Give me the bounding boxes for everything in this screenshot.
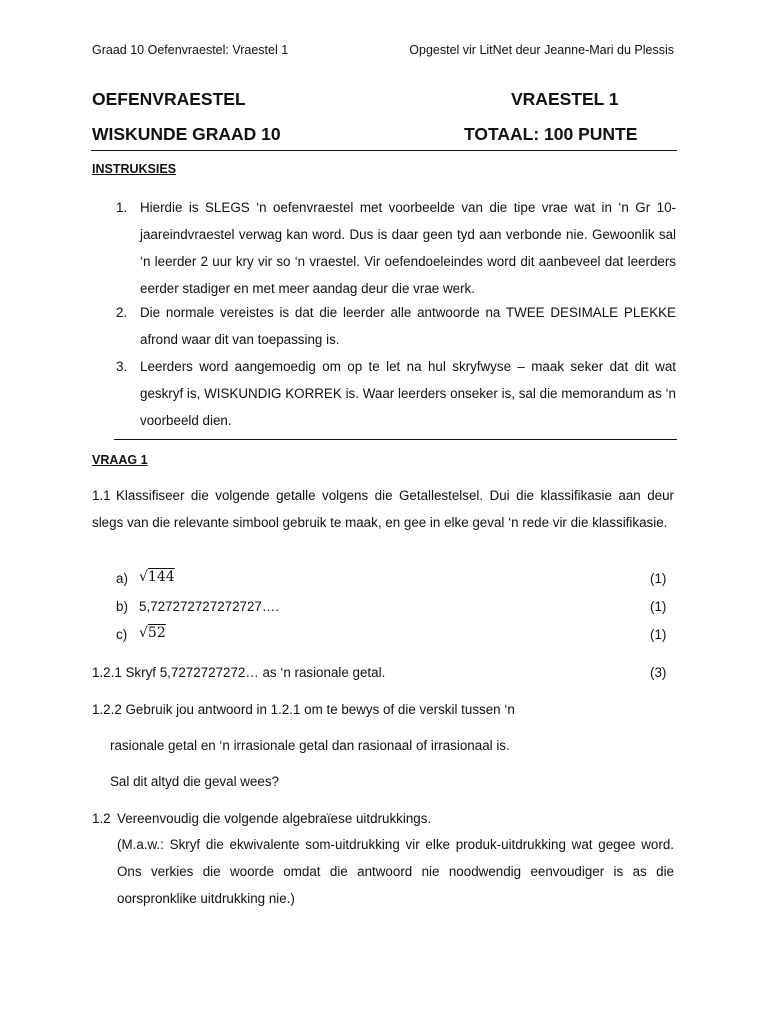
radicand: 144 bbox=[147, 569, 175, 585]
question-text: Klassifiseer die volgende getalle volgens die Getallestelsel. Dui die klassifikasie aan deur slegs van die relevante simbool gebruik te maak, en gee in elke geval ‘n rede vir die klassifikasie. bbox=[92, 488, 674, 530]
radical-sign: √ bbox=[139, 569, 148, 585]
total-marks-title: TOTAAL: 100 PUNTE bbox=[464, 124, 638, 144]
instruction-item bbox=[116, 299, 676, 353]
question-1-1-text bbox=[92, 482, 674, 536]
question-1-2-1-text: 1.2.1 Skryf 5,7272727272… as ‘n rasionale getal. bbox=[92, 665, 386, 680]
instruction-number: 1. bbox=[116, 200, 128, 215]
radical-sign: √ bbox=[139, 625, 148, 641]
running-header-left: Graad 10 Oefenvraestel: Vraestel 1 bbox=[92, 43, 289, 57]
instructions-divider bbox=[114, 439, 677, 440]
instruction-item bbox=[116, 194, 676, 302]
instruction-item bbox=[116, 353, 676, 434]
marks-allocation: (1) bbox=[650, 599, 667, 614]
part-label: b) bbox=[116, 599, 128, 614]
paper-number-title: VRAESTEL 1 bbox=[511, 89, 619, 109]
title-divider bbox=[91, 150, 677, 151]
instruction-text: Leerders word aangemoedig om op te let na hul skryfwyse – maak seker dat dit wat geskryf is, WISKUNDIG KORREK is. Waar leerders onseker is, sal die memorandum as ‘n voorbeeld dien. bbox=[140, 359, 676, 428]
instruction-text: Die normale vereistes is dat die leerder alle antwoorde na TWEE DESIMALE PLEKKE afrond waar dit van toepassing is. bbox=[140, 305, 676, 347]
instruction-number: 3. bbox=[116, 359, 128, 374]
question-1-2-2-line: rasionale getal en ‘n irrasionale getal dan rasionaal of irrasionaal is. bbox=[110, 738, 510, 753]
question-number: 1.2 bbox=[92, 811, 111, 826]
part-label: a) bbox=[116, 571, 128, 586]
square-root-expression bbox=[139, 569, 175, 585]
question-number: 1.1 bbox=[92, 488, 111, 503]
radicand: 52 bbox=[147, 625, 166, 641]
question-1-2-2-line: Sal dit altyd die geval wees? bbox=[110, 774, 279, 789]
marks-allocation: (1) bbox=[650, 627, 667, 642]
instructions-heading: INSTRUKSIES bbox=[92, 162, 177, 176]
instruction-number: 2. bbox=[116, 305, 128, 320]
instruction-text: Hierdie is SLEGS ‘n oefenvraestel met voorbeelde van die tipe vrae wat in ‘n Gr 10-jaareindvraestel verwag kan word. Dus is daar geen tyd aan verbonde nie. Gewoonlik sal ‘n leerder 2 uur kry vir so ‘n vraestel. Vir oefendoeleindes word dit aanbeveel dat leerders eerder stadiger en met meer aandag deur die vrae werk. bbox=[140, 200, 676, 296]
part-value: 5,727272727272727…. bbox=[139, 599, 279, 614]
part-label: c) bbox=[116, 627, 128, 642]
subject-title: WISKUNDE GRAAD 10 bbox=[92, 124, 281, 144]
question-1-2-text: Vereenvoudig die volgende algebraïese uitdrukkings. bbox=[117, 811, 432, 826]
question-1-2-2-line: 1.2.2 Gebruik jou antwoord in 1.2.1 om te bewys of die verskil tussen ‘n bbox=[92, 702, 515, 717]
square-root-expression bbox=[139, 625, 166, 641]
paper-type-title: OEFENVRAESTEL bbox=[92, 89, 246, 109]
question-1-2-note: (M.a.w.: Skryf die ekwivalente som-uitdrukking vir elke produk-uitdrukking wat gegee word. Ons verkies die woorde omdat die antwoord nie noodwendig eenvoudiger is as die oorspronklike uitdrukking nie.) bbox=[117, 837, 674, 906]
marks-allocation: (1) bbox=[650, 571, 667, 586]
running-header-right: Opgestel vir LitNet deur Jeanne-Mari du Plessis bbox=[409, 43, 674, 57]
marks-allocation: (3) bbox=[650, 665, 667, 680]
question-heading: VRAAG 1 bbox=[92, 453, 148, 467]
